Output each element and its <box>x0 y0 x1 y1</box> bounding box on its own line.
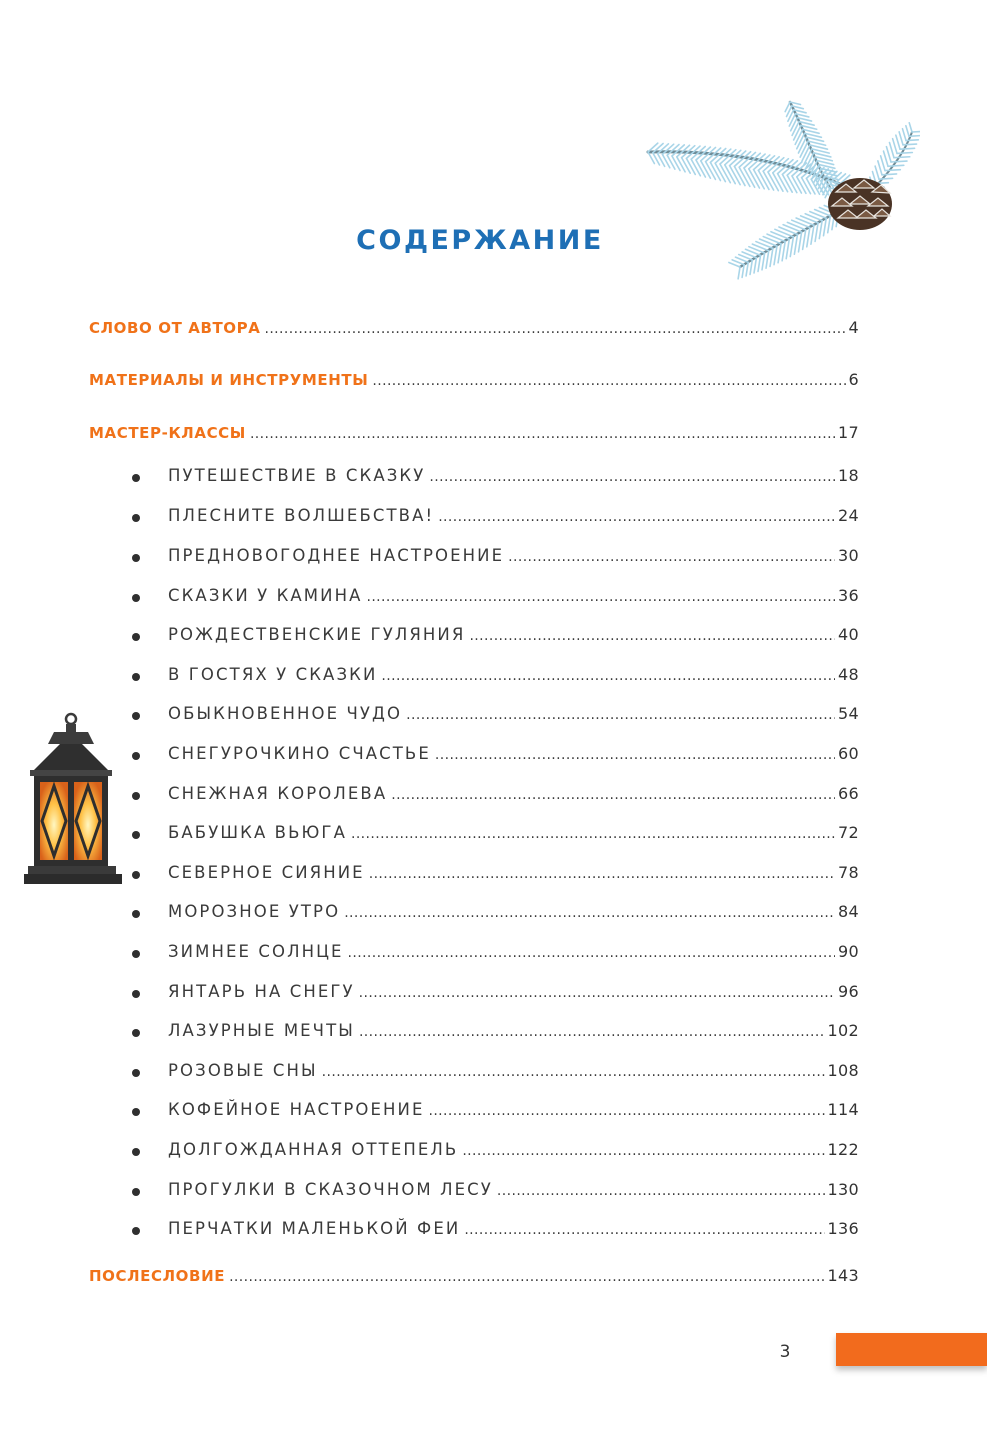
dot-leader <box>250 426 835 442</box>
toc-page-number: 30 <box>838 546 859 565</box>
dot-leader <box>464 1222 824 1238</box>
toc-page-number: 96 <box>838 982 859 1001</box>
toc-page-number: 102 <box>827 1021 859 1040</box>
dot-leader <box>406 707 835 723</box>
toc-page-number: 24 <box>838 506 859 525</box>
page-title: СОДЕРЖАНИЕ <box>356 225 604 256</box>
toc-page-number: 114 <box>827 1100 859 1119</box>
bullet-icon <box>132 910 140 918</box>
toc-item-label: ЗИМНЕЕ СОЛНЦЕ <box>168 942 344 961</box>
bullet-icon <box>132 633 140 641</box>
dot-leader <box>469 628 835 644</box>
toc-item-label: РОЗОВЫЕ СНЫ <box>168 1061 318 1080</box>
toc-item[interactable] <box>168 506 859 525</box>
toc-page-number: 48 <box>838 665 859 684</box>
bullet-icon <box>132 1108 140 1116</box>
dot-leader <box>372 373 845 389</box>
dot-leader <box>428 1103 824 1119</box>
bullet-icon <box>132 871 140 879</box>
bullet-icon <box>132 474 140 482</box>
toc-item[interactable] <box>168 1100 859 1119</box>
dot-leader <box>497 1183 825 1199</box>
toc-item-label: ПРОГУЛКИ В СКАЗОЧНОМ ЛЕСУ <box>168 1180 493 1199</box>
dot-leader <box>359 1024 825 1040</box>
toc-section[interactable] <box>89 423 859 442</box>
toc-item[interactable] <box>168 1219 859 1238</box>
dot-leader <box>381 668 835 684</box>
toc-page-number: 18 <box>838 466 859 485</box>
toc-item-label: ДОЛГОЖДАННАЯ ОТТЕПЕЛЬ <box>168 1140 459 1159</box>
bullet-icon <box>132 1029 140 1037</box>
toc-item[interactable] <box>168 586 859 605</box>
toc-item[interactable] <box>168 902 859 921</box>
toc-item-label: РОЖДЕСТВЕНСКИЕ ГУЛЯНИЯ <box>168 625 466 644</box>
toc-page-number: 60 <box>838 744 859 763</box>
toc-item[interactable] <box>168 704 859 723</box>
dot-leader <box>438 509 835 525</box>
toc-page-number: 122 <box>827 1140 859 1159</box>
toc-section-label: ПОСЛЕСЛОВИЕ <box>89 1267 226 1285</box>
toc-section[interactable] <box>89 1266 859 1285</box>
page-tab-accent <box>836 1333 987 1366</box>
toc-page-number: 78 <box>838 863 859 882</box>
dot-leader <box>359 985 835 1001</box>
toc-page-number: 6 <box>848 370 859 389</box>
toc-page-number: 72 <box>838 823 859 842</box>
dot-leader <box>351 826 835 842</box>
dot-leader <box>322 1064 825 1080</box>
dot-leader <box>435 747 835 763</box>
toc-page-number: 136 <box>827 1219 859 1238</box>
bullet-icon <box>132 594 140 602</box>
dot-leader <box>391 787 835 803</box>
dot-leader <box>264 321 845 337</box>
toc-section-label: МАСТЕР-КЛАССЫ <box>89 424 246 442</box>
toc-section-label: МАТЕРИАЛЫ И ИНСТРУМЕНТЫ <box>89 371 369 389</box>
dot-leader <box>429 469 835 485</box>
toc-page-number: 143 <box>827 1266 859 1285</box>
toc-item-label: ЯНТАРЬ НА СНЕГУ <box>168 982 355 1001</box>
toc-item[interactable] <box>168 982 859 1001</box>
toc-section[interactable] <box>89 318 859 337</box>
toc-page-number: 108 <box>827 1061 859 1080</box>
dot-leader <box>366 589 835 605</box>
toc-section-label: СЛОВО ОТ АВТОРА <box>89 319 261 337</box>
toc-page-number: 40 <box>838 625 859 644</box>
toc-item[interactable] <box>168 784 859 803</box>
dot-leader <box>229 1269 824 1285</box>
toc-item[interactable] <box>168 1021 859 1040</box>
bullet-icon <box>132 792 140 800</box>
toc-item[interactable] <box>168 1061 859 1080</box>
pine-cone-icon <box>828 178 892 230</box>
toc-item[interactable] <box>168 625 859 644</box>
bullet-icon <box>132 673 140 681</box>
bullet-icon <box>132 990 140 998</box>
toc-page-number: 54 <box>838 704 859 723</box>
toc-item[interactable] <box>168 744 859 763</box>
dot-leader <box>348 945 836 961</box>
toc-item-label: СЕВЕРНОЕ СИЯНИЕ <box>168 863 365 882</box>
bullet-icon <box>132 752 140 760</box>
toc-item-label: МОРОЗНОЕ УТРО <box>168 902 341 921</box>
toc-item[interactable] <box>168 665 859 684</box>
toc-item-label: ПУТЕШЕСТВИЕ В СКАЗКУ <box>168 466 426 485</box>
dot-leader <box>369 866 835 882</box>
toc-item-label: БАБУШКА ВЬЮГА <box>168 823 347 842</box>
toc-page-number: 4 <box>848 318 859 337</box>
toc-page-number: 90 <box>838 942 859 961</box>
toc-item-label: КОФЕЙНОЕ НАСТРОЕНИЕ <box>168 1100 425 1119</box>
toc-item-label: ПЕРЧАТКИ МАЛЕНЬКОЙ ФЕИ <box>168 1219 461 1238</box>
toc-item[interactable] <box>168 863 859 882</box>
bullet-icon <box>132 1227 140 1235</box>
toc-page-number: 84 <box>838 902 859 921</box>
page-number: 3 <box>779 1342 791 1362</box>
bullet-icon <box>132 831 140 839</box>
dot-leader <box>462 1143 824 1159</box>
bullet-icon <box>132 1069 140 1077</box>
dot-leader <box>344 905 835 921</box>
toc-page-number: 36 <box>838 586 859 605</box>
toc-item[interactable] <box>168 1140 859 1159</box>
toc-page-number: 66 <box>838 784 859 803</box>
toc-page-number: 17 <box>838 423 859 442</box>
toc-item-label: В ГОСТЯХ У СКАЗКИ <box>168 665 378 684</box>
toc-section[interactable] <box>89 370 859 389</box>
toc-item[interactable] <box>168 466 859 485</box>
bullet-icon <box>132 554 140 562</box>
toc-item-label: ПРЕДНОВОГОДНЕЕ НАСТРОЕНИЕ <box>168 546 505 565</box>
toc-item-label: ЛАЗУРНЫЕ МЕЧТЫ <box>168 1021 355 1040</box>
toc-item[interactable] <box>168 546 859 565</box>
bullet-icon <box>132 712 140 720</box>
dot-leader <box>508 549 835 565</box>
bullet-icon <box>132 1148 140 1156</box>
bullet-icon <box>132 1188 140 1196</box>
lantern-icon <box>24 708 128 890</box>
toc-item-label: СКАЗКИ У КАМИНА <box>168 586 363 605</box>
toc-item[interactable] <box>168 823 859 842</box>
toc-page-number: 130 <box>827 1180 859 1199</box>
toc-item-label: СНЕГУРОЧКИНО СЧАСТЬЕ <box>168 744 431 763</box>
toc-item-label: СНЕЖНАЯ КОРОЛЕВА <box>168 784 388 803</box>
toc-item-label: ПЛЕСНИТЕ ВОЛШЕБСТВА! <box>168 506 435 525</box>
toc-item[interactable] <box>168 1180 859 1199</box>
toc-item[interactable] <box>168 942 859 961</box>
toc-item-label: ОБЫКНОВЕННОЕ ЧУДО <box>168 704 403 723</box>
bullet-icon <box>132 514 140 522</box>
bullet-icon <box>132 950 140 958</box>
